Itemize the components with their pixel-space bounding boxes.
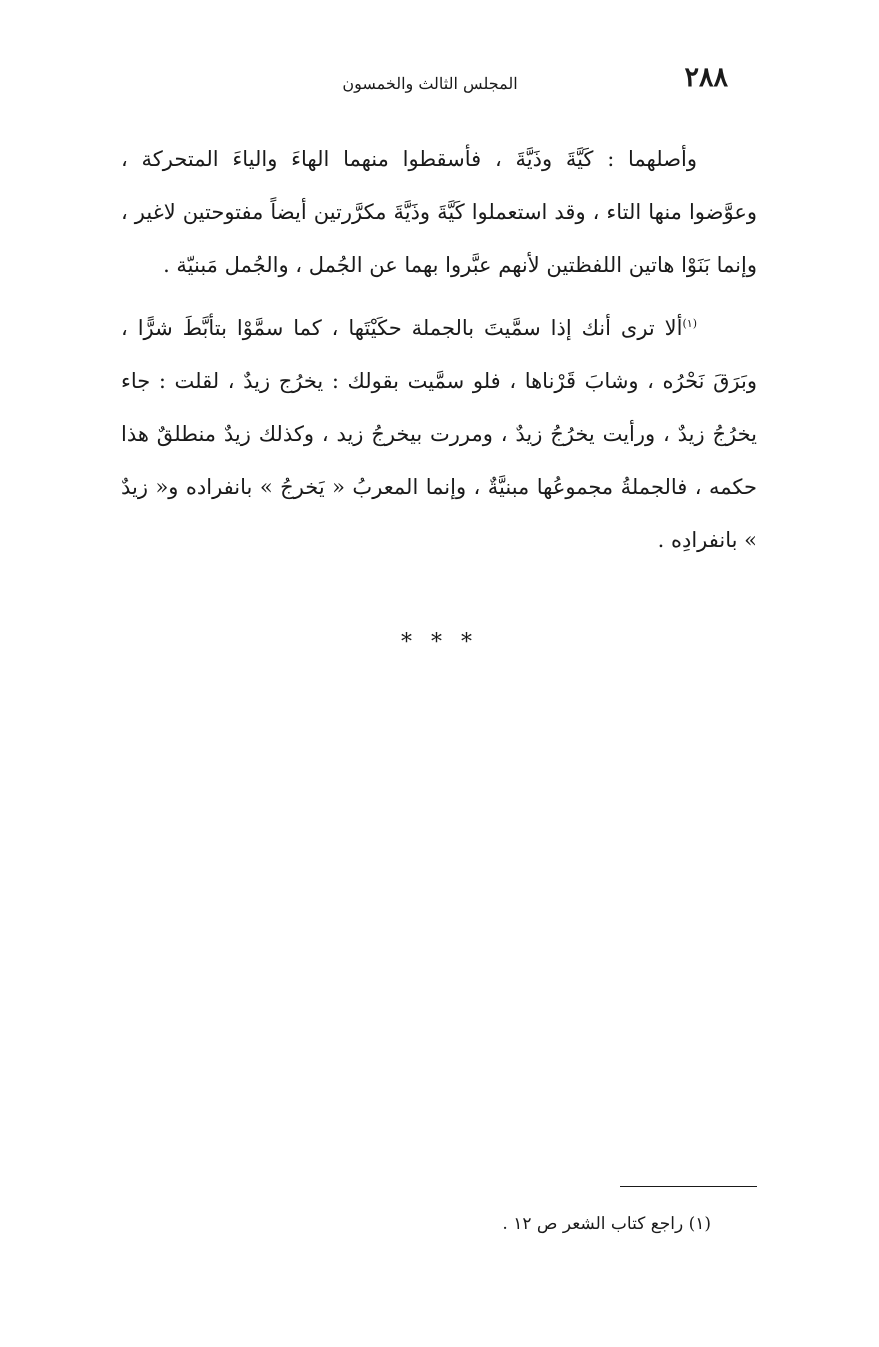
footnote-divider: [620, 1186, 757, 1187]
page-number: ٢٨٨: [684, 62, 728, 93]
paragraph-1: وأصلهما : كَيَّةَ وذَيَّةَ ، فأسقطوا منهما الهاءَ والياءَ المتحركة ، وعوَّضوا منها التاء ، وقد استعملوا كَيَّةَ وذَيَّةَ مكرَّرتين أيضاً مفتوحتين لاغير ، وإنما بَنَوْا هاتين اللفظتين لأنهم عبَّروا بهما عن الجُمل ، والجُمل مَبنيّة .: [121, 147, 757, 277]
section-break-asterisks: * * *: [401, 630, 478, 655]
footnote-1: (١) راجع كتاب الشعر ص ١٢ .: [502, 1214, 711, 1234]
footnote-marker: (١): [682, 317, 697, 330]
paragraph-2-text: ألا ترى أنك إذا سمَّيتَ بالجملة حكَيْتَها ، كما سمَّوْا بتأبَّطَ شرًّا ، وبَرَقَ نَحْرُه ، وشابَ قَرْناها ، فلو سمَّيت بقولك : يخرُج زيدٌ ، لقلت : جاء يخرُجُ زيدٌ ، ورأيت يخرُجُ زيدٌ ، ومررت بيخرجُ زيد ، وكذلك زيدٌ منطلقٌ هذا حكمه ، فالجملةُ مجموعُها مبنيَّةٌ ، وإنما المعربُ « يَخرجُ » بانفراده و« زيدٌ » بانفرادِه .: [121, 316, 757, 552]
main-text: [121, 133, 757, 567]
paragraph-2: [121, 302, 757, 567]
running-title: المجلس الثالث والخمسون: [342, 74, 518, 93]
